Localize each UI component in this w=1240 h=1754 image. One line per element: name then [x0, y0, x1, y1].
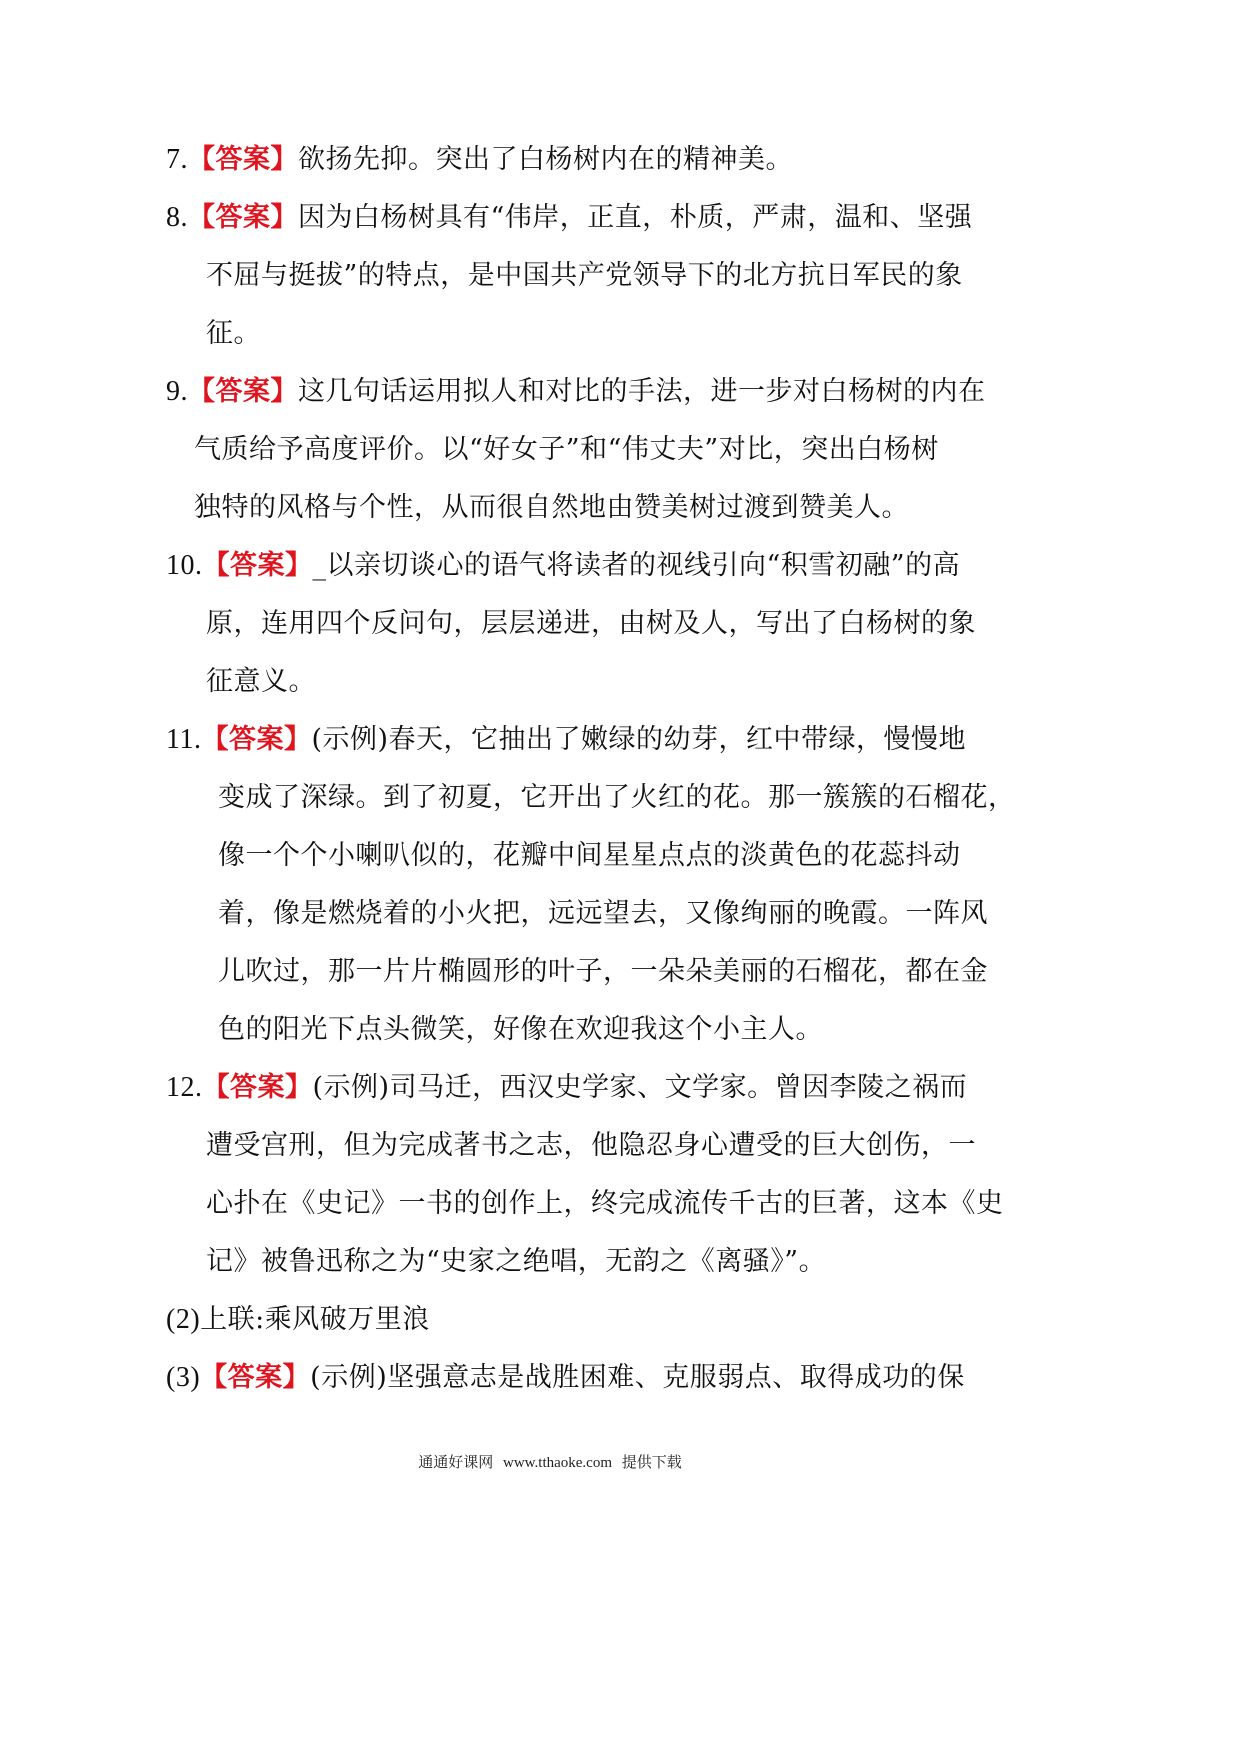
answer-tag: 【答案】	[202, 550, 313, 581]
answer-text: 征意义。	[206, 666, 316, 697]
answer-text: 色的阳光下点头微笑，好像在欢迎我这个小主人。	[218, 1014, 823, 1045]
answer-11-line-4	[218, 896, 988, 932]
answer-text: 欲扬先抑。突出了白杨树内在的精神美。	[298, 144, 793, 175]
answer-number: 12.	[166, 1072, 203, 1103]
answer-9-line-3	[194, 490, 909, 526]
answer-10-line-1	[166, 548, 960, 584]
page-footer	[0, 1453, 1100, 1473]
answer-8-line-2	[206, 258, 963, 294]
answer-text: 上联:乘风破万里浪	[200, 1304, 430, 1335]
answer-9-line-1	[166, 374, 986, 410]
answer-number: 10.	[166, 550, 203, 581]
answer-tag: 【答案】	[201, 724, 312, 755]
answer-tag: 【答案】	[188, 376, 298, 407]
answer-12-line-2	[206, 1128, 976, 1164]
answer-9-line-2	[194, 432, 939, 468]
answer-text: 心扑在《史记》一书的创作上，终完成流传千古的巨著，这本《史	[206, 1188, 1004, 1219]
answer-number: 7.	[166, 144, 188, 175]
answer-number: 11.	[166, 724, 202, 755]
answer-text: 像一个个小喇叭似的，花瓣中间星星点点的淡黄色的花蕊抖动	[218, 840, 961, 871]
answer-text: _以亲切谈心的语气将读者的视线引向“积雪初融”的高	[312, 550, 961, 581]
answer-8-line-1	[166, 200, 972, 236]
answer-12-line-3	[206, 1186, 1004, 1222]
answer-12-line-4	[206, 1244, 826, 1280]
answer-7-line-1	[166, 142, 806, 178]
answer-11-line-6	[218, 1012, 823, 1048]
answer-11-line-3	[218, 838, 961, 874]
answer-number: (3)	[166, 1362, 201, 1393]
answer-text: (示例)春天，它抽出了嫩绿的幼芽，红中带绿，慢慢地	[311, 724, 967, 755]
answer-11-line-2	[218, 780, 1016, 816]
answer-number: 8.	[166, 202, 188, 233]
answer-tag: 【答案】	[188, 202, 298, 233]
answer-text: 不屈与挺拔”的特点，是中国共产党领导下的北方抗日军民的象	[206, 260, 963, 291]
answer-text: (示例)司马迁，西汉史学家、文学家。曾因李陵之祸而	[312, 1072, 968, 1103]
answer-text: 因为白杨树具有“伟岸，正直，朴质，严肃，温和、坚强	[298, 202, 973, 233]
answer-text: 独特的风格与个性，从而很自然地由赞美树过渡到赞美人。	[194, 492, 909, 523]
answer-text: 这几句话运用拟人和对比的手法，进一步对白杨树的内在	[298, 376, 986, 407]
answer-text: 征。	[206, 318, 261, 349]
answer-sub-2	[166, 1302, 430, 1338]
answer-text: 原，连用四个反问句，层层递进，由树及人，写出了白杨树的象	[206, 608, 976, 639]
answer-number: (2)	[166, 1304, 201, 1335]
answer-text: 遭受宫刑，但为完成著书之志，他隐忍身心遭受的巨大创伤，一	[206, 1130, 976, 1161]
answer-tag: 【答案】	[188, 144, 298, 175]
answer-10-line-2	[206, 606, 976, 642]
answer-text: 儿吹过，那一片片椭圆形的叶子，一朵朵美丽的石榴花，都在金	[218, 956, 988, 987]
answer-11-line-1	[166, 722, 966, 758]
answer-tag: 【答案】	[202, 1072, 313, 1103]
answer-8-line-3	[206, 316, 261, 352]
answer-tag: 【答案】	[200, 1362, 311, 1393]
answer-text: 记》被鲁迅称之为“史家之绝唱，无韵之《离骚》”。	[206, 1246, 827, 1277]
answer-text: 着，像是燃烧着的小火把，远远望去，又像绚丽的晚霞。一阵风	[218, 898, 988, 929]
answer-text: 变成了深绿。到了初夏，它开出了火红的花。那一簇簇的石榴花，	[218, 782, 1016, 813]
answer-sub-3	[166, 1360, 965, 1396]
footer-suffix: 提供下载	[621, 1455, 682, 1471]
answer-text: (示例)坚强意志是战胜困难、克服弱点、取得成功的保	[310, 1362, 965, 1393]
answer-12-line-1	[166, 1070, 967, 1106]
answer-text: 气质给予高度评价。以“好女子”和“伟丈夫”对比，突出白杨树	[194, 434, 939, 465]
answer-11-line-5	[218, 954, 988, 990]
footer-site-name: 通通好课网	[418, 1455, 494, 1471]
answer-10-line-3	[206, 664, 316, 700]
answer-number: 9.	[166, 376, 188, 407]
footer-url[interactable]: www.tthaoke.com	[503, 1455, 612, 1471]
